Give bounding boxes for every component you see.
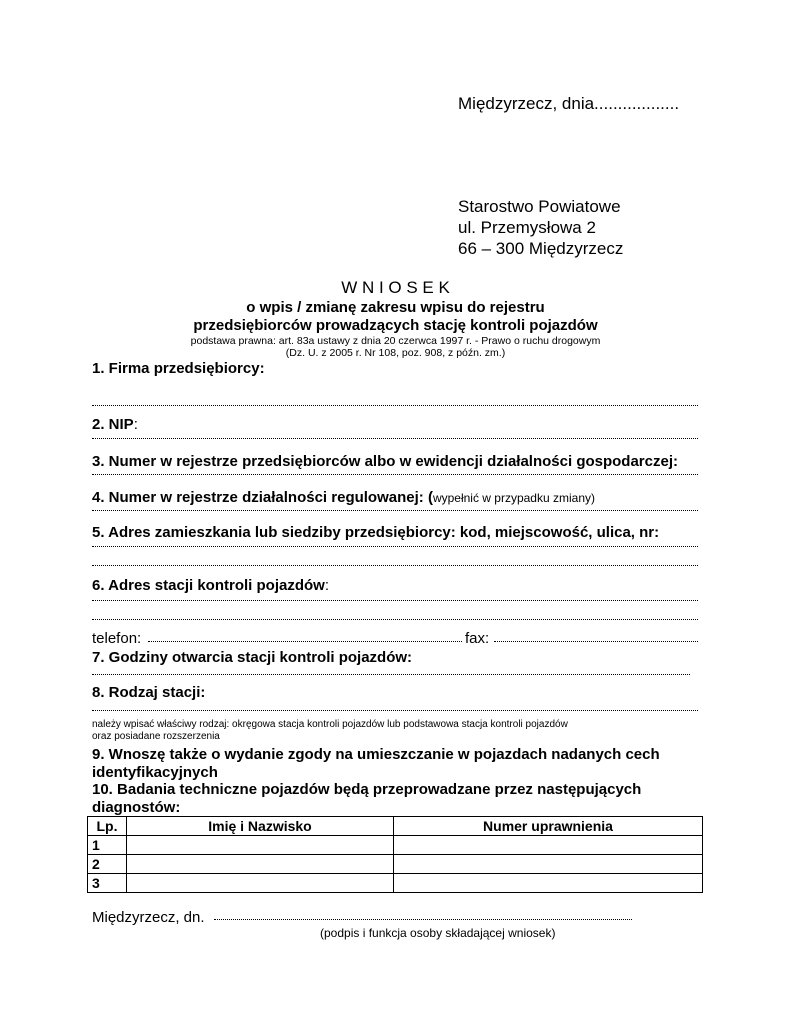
form-title: W N I O S E K — [341, 278, 450, 297]
signature-line[interactable] — [214, 919, 632, 920]
phone-line[interactable] — [148, 641, 462, 642]
signature-caption: (podpis i funkcja osoby składającej wniosek) — [320, 926, 556, 940]
field-1-line[interactable] — [92, 403, 698, 406]
recipient-line1: Starostwo Powiatowe — [458, 197, 621, 216]
license-cell[interactable] — [394, 874, 703, 893]
table-header-row — [88, 817, 703, 836]
row-number: 3 — [88, 874, 127, 893]
name-cell[interactable] — [127, 874, 394, 893]
field-3-line[interactable] — [92, 472, 698, 475]
table-row — [88, 836, 703, 855]
table-row — [88, 874, 703, 893]
field-4-label: 4. Numer w rejestrze działalności regulowanej: (wypełnić w przypadku zmiany) — [92, 489, 595, 506]
field-9-line-1: 9. Wnoszę także o wydanie zgody na umieszczanie w pojazdach nadanych cech — [92, 746, 660, 763]
field-7-label: 7. Godziny otwarcia stacji kontroli pojazdów: — [92, 649, 413, 666]
legal-basis-2: (Dz. U. z 2005 r. Nr 108, poz. 908, z późn. zm.) — [285, 347, 506, 359]
license-cell[interactable] — [394, 836, 703, 855]
field-8-label: 8. Rodzaj stacji: — [92, 684, 206, 701]
field-10-line-2: diagnostów: — [92, 799, 181, 816]
field-5-label: 5. Adres zamieszkania lub siedziby przedsiębiorcy: kod, miejscowość, ulica, nr: — [92, 524, 660, 541]
name-cell[interactable] — [127, 836, 394, 855]
form-subtitle-1: o wpis / zmianę zakresu wpisu do rejestru — [246, 299, 545, 316]
name-cell[interactable] — [127, 855, 394, 874]
field-10-line-1: 10. Badania techniczne pojazdów będą przeprowadzane przez następujących — [92, 781, 642, 798]
table-row — [88, 855, 703, 874]
field-8-line[interactable] — [92, 708, 698, 711]
row-number: 1 — [88, 836, 127, 855]
fax-label: fax: — [465, 630, 490, 647]
footer-place: Międzyrzecz, dn. — [92, 909, 205, 926]
place-date: Międzyrzecz, dnia.................. — [458, 94, 680, 113]
field-4-line[interactable] — [92, 508, 698, 511]
col-name: Imię i Nazwisko — [127, 817, 394, 836]
form-subtitle-2: przedsiębiorców prowadzących stację kontroli pojazdów — [193, 317, 598, 334]
legal-basis-1: podstawa prawna: art. 83a ustawy z dnia 20 czerwca 1997 r. - Prawo o ruchu drogowym — [190, 335, 601, 347]
field-8-note-2: oraz posiadane rozszerzenia — [92, 731, 220, 742]
field-3-label: 3. Numer w rejestrze przedsiębiorców albo w ewidencji działalności gospodarczej: — [92, 453, 678, 470]
col-license-number: Numer uprawnienia — [394, 817, 703, 836]
license-cell[interactable] — [394, 855, 703, 874]
field-2-line[interactable] — [92, 436, 698, 439]
phone-label: telefon: — [92, 630, 142, 647]
field-5-line-2[interactable] — [92, 563, 698, 566]
field-6-label: 6. Adres stacji kontroli pojazdów: — [92, 577, 329, 594]
field-1-label: 1. Firma przedsiębiorcy: — [92, 360, 265, 377]
col-lp: Lp. — [88, 817, 127, 836]
recipient-line2: ul. Przemysłowa 2 — [458, 218, 596, 237]
field-5-line-1[interactable] — [92, 544, 698, 547]
fax-line[interactable] — [494, 641, 698, 642]
field-7-line[interactable] — [92, 672, 690, 675]
field-8-note-1: należy wpisać właściwy rodzaj: okręgowa stacja kontroli pojazdów lub podstawowa stacja kontroli pojazdów — [92, 719, 568, 730]
recipient-line3: 66 – 300 Międzyrzecz — [458, 239, 624, 258]
field-9-line-2: identyfikacyjnych — [92, 764, 218, 781]
row-number: 2 — [88, 855, 127, 874]
field-6-line-1[interactable] — [92, 598, 698, 601]
diagnosticians-table — [87, 816, 703, 893]
field-6-line-2[interactable] — [92, 617, 698, 620]
field-2-label: 2. NIP: — [92, 416, 138, 433]
